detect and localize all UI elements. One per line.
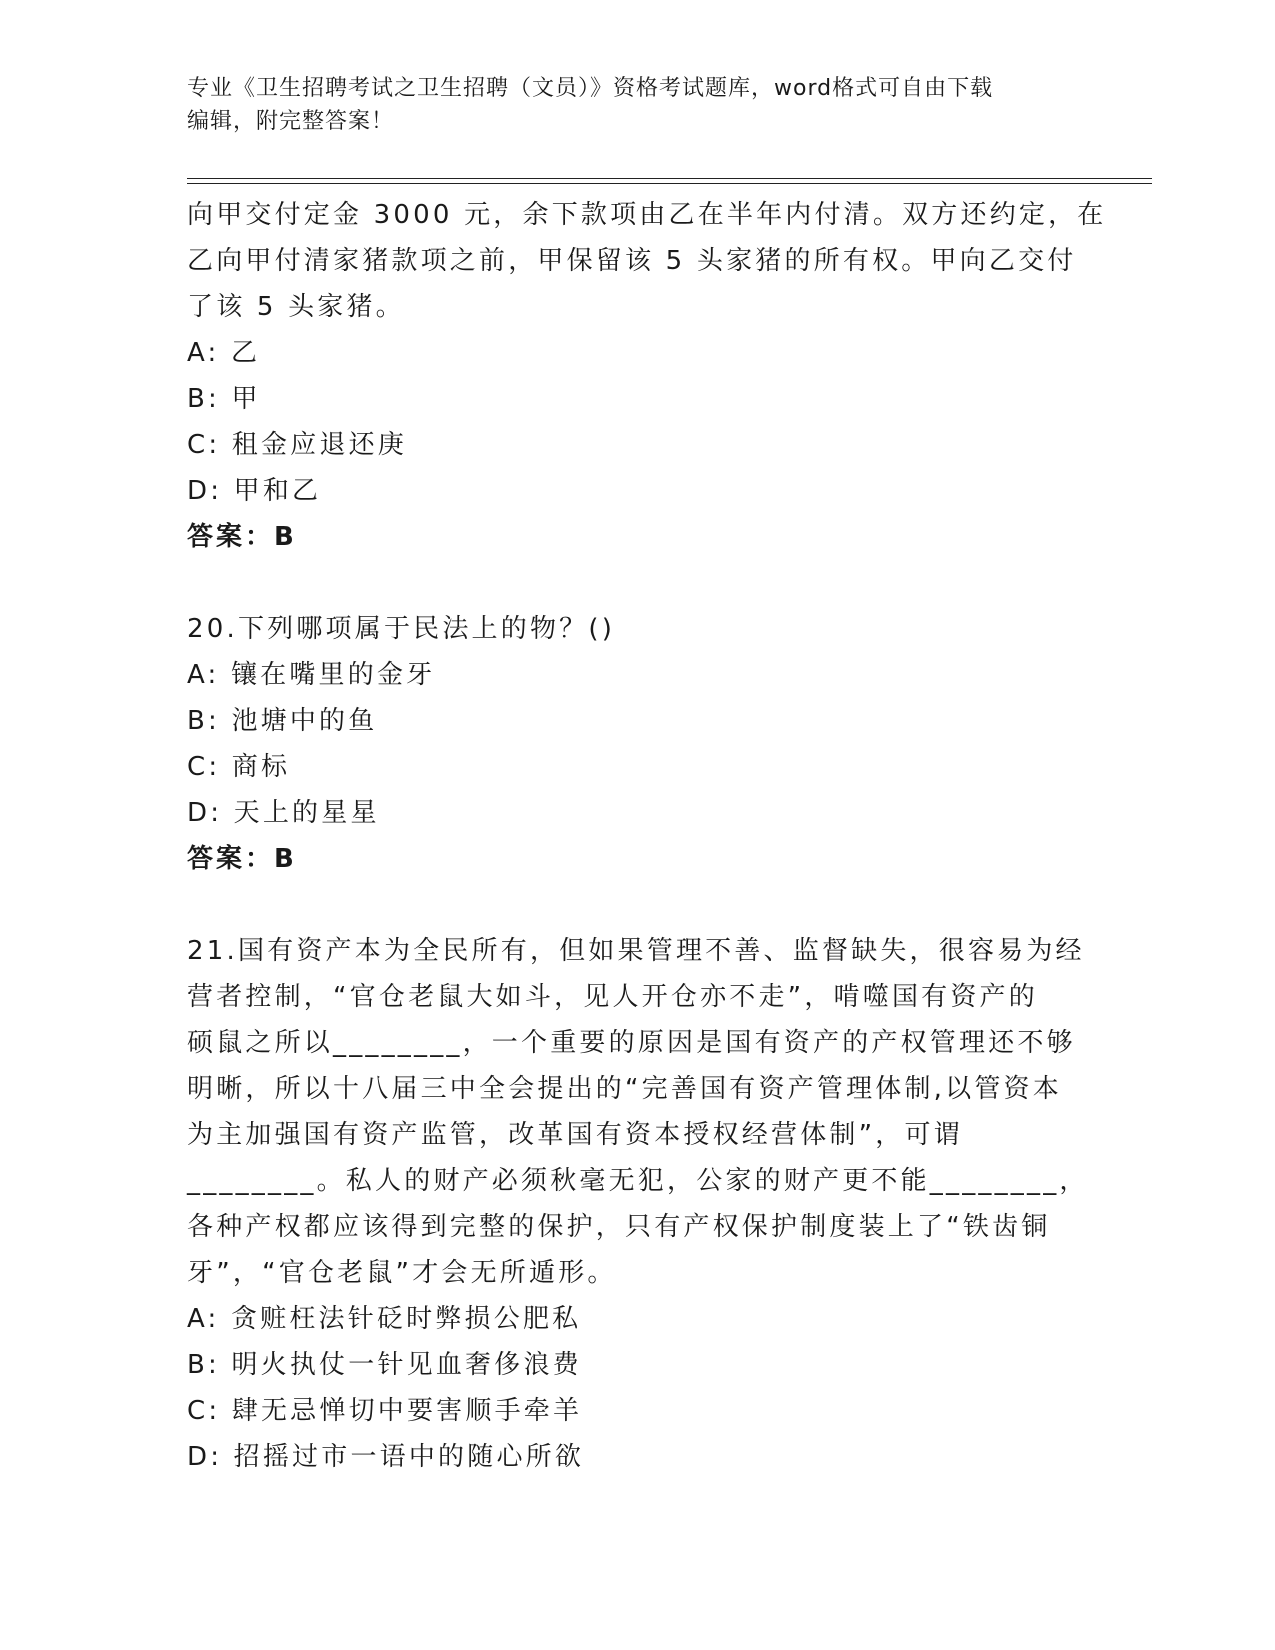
option-d: D: 甲和乙 (187, 476, 322, 506)
question-stem-line: 牙”，“官仓老鼠”才会无所遁形。 (187, 1258, 617, 1288)
option-c: C: 租金应退还庚 (187, 430, 407, 460)
option-a: A: 镶在嘴里的金牙 (187, 660, 436, 690)
spacer (187, 882, 1087, 928)
header-divider-bottom (187, 183, 1152, 184)
question-stem-line: 各种产权都应该得到完整的保护，只有产权保护制度装上了“铁齿铜 (187, 1212, 1051, 1242)
option-c: C: 肆无忌惮切中要害顺手牵羊 (187, 1396, 583, 1426)
question-19 (187, 192, 1107, 560)
answer-label: 答案：B (187, 522, 297, 552)
header-divider-top (187, 178, 1152, 179)
option-b: B: 甲 (187, 384, 261, 414)
question-stem-line: 乙向甲付清家猪款项之前，甲保留该 5 头家猪的所有权。甲向乙交付 (187, 246, 1077, 276)
header-line-1: 专业《卫生招聘考试之卫生招聘（文员）》资格考试题库，word格式可自由下载 (187, 76, 994, 101)
option-c: C: 商标 (187, 752, 291, 782)
option-d: D: 招摇过市一语中的随心所欲 (187, 1442, 585, 1472)
question-stem-line: ________。私人的财产必须秋毫无犯，公家的财产更不能________， (187, 1166, 1089, 1196)
option-d: D: 天上的星星 (187, 798, 380, 828)
question-stem-line: 20.下列哪项属于民法上的物？() (187, 614, 616, 644)
question-stem-line: 了该 5 头家猪。 (187, 292, 405, 322)
question-stem-line: 21.国有资产本为全民所有，但如果管理不善、监督缺失，很容易为经 (187, 936, 1085, 966)
question-stem-line: 硕鼠之所以________，一个重要的原因是国有资产的产权管理还不够 (187, 1028, 1076, 1058)
answer-label: 答案：B (187, 844, 297, 874)
option-b: B: 池塘中的鱼 (187, 706, 378, 736)
spacer (187, 560, 1087, 606)
document-body (187, 192, 1107, 1480)
question-stem-line: 明晰，所以十八届三中全会提出的“完善国有资产管理体制,以管资本 (187, 1074, 1062, 1104)
question-stem-line: 营者控制，“官仓老鼠大如斗，见人开仓亦不走”，啃噬国有资产的 (187, 982, 1038, 1012)
question-stem-line: 为主加强国有资产监管，改革国有资本授权经营体制”，可谓 (187, 1120, 963, 1150)
option-b: B: 明火执仗一针见血奢侈浪费 (187, 1350, 582, 1380)
question-stem-line: 向甲交付定金 3000 元，余下款项由乙在半年内付清。双方还约定，在 (187, 200, 1107, 230)
header-line-2: 编辑，附完整答案！ (187, 109, 395, 134)
option-a: A: 贪赃枉法针砭时弊损公肥私 (187, 1304, 582, 1334)
question-20 (187, 606, 1087, 882)
option-a: A: 乙 (187, 338, 261, 368)
page-header (187, 72, 1087, 138)
question-21 (187, 928, 1087, 1480)
